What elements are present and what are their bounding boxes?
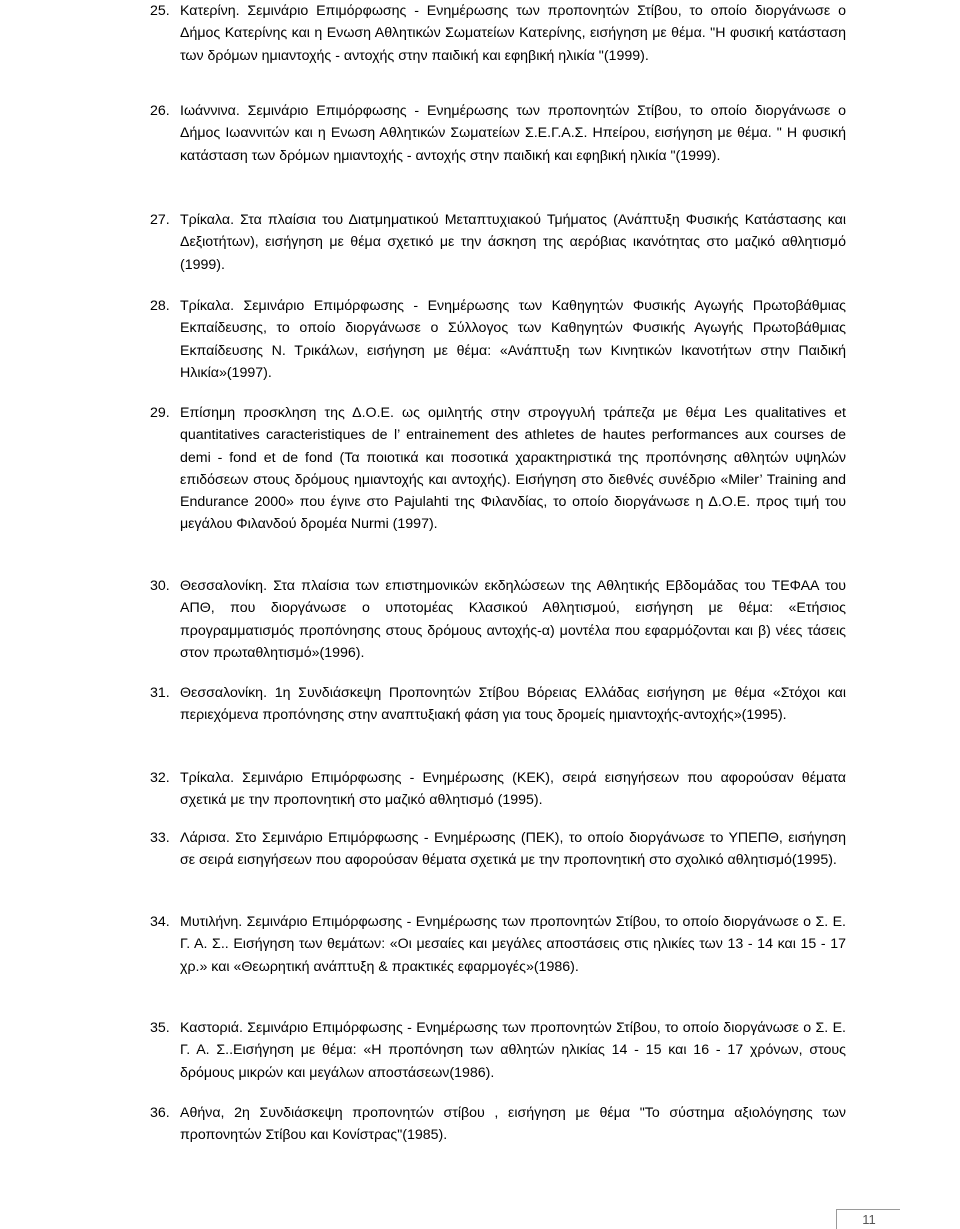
entry-text: Λάρισα. Στο Σεμινάριο Επιμόρφωσης - Ενημέρωσης (ΠΕΚ), το οποίο διοργάνωσε το ΥΠΕΠΘ, εισήγηση σε σειρά εισηγήσεων που αφορούσαν θέματα σχετικά με την προπονητική στο σχολικό αθλητισμό(1995). [180, 830, 846, 869]
entry-text: Κατερίνη. Σεμινάριο Επιμόρφωσης - Ενημέρωσης των προπονητών Στίβου, το οποίο διοργάνωσε ο Δήμος Κατερίνης και η Ενωση Αθλητικών Σωματείων Κατερίνης, εισήγηση με θέμα. "Η φυσική κατάσταση των δρόμων ημιαντοχής - αντοχής στην παιδική και εφηβική ηλικία "(1999). [180, 3, 846, 64]
list-item [150, 100, 846, 167]
list-item [150, 402, 846, 536]
entry-number: 28. [150, 298, 170, 314]
entry-text: Θεσσαλονίκη. Στα πλαίσια των επιστημονικών εκδηλώσεων της Αθλητικής Εβδομάδας του ΤΕΦΑΑ του ΑΠΘ, που διοργάνωσε ο υποτομέας Κλασικού Αθλητισμού, εισήγηση με θέμα: «Ετήσιος προγραμματισμός προπόνησης στους δρόμους αντοχής-α) μοντέλα που εφαρμόζονται και β) νέες τάσεις στον πρωταθλητισμό»(1996). [180, 578, 846, 661]
entry-text: Τρίκαλα. Σεμινάριο Επιμόρφωσης - Ενημέρωσης (ΚΕΚ), σειρά εισηγήσεων που αφορούσαν θέματα σχετικά με την προπονητική στο μαζικό αθλητισμό (1995). [180, 770, 846, 809]
entry-number: 26. [150, 103, 170, 119]
entry-text: Ιωάννινα. Σεμινάριο Επιμόρφωσης - Ενημέρωσης των προπονητών Στίβου, το οποίο διοργάνωσε ο Δήμος Ιωαννιτών και η Ενωση Αθλητικών Σωματείων Σ.Ε.Γ.Α.Σ. Ηπείρου, εισήγηση με θέμα. " Η φυσική κατάσταση των δρόμων ημιαντοχής - αντοχής στην παιδική και εφηβική ηλικία "(1999). [180, 103, 846, 164]
entry-number: 35. [150, 1020, 170, 1036]
list-item [150, 0, 846, 67]
entry-number: 30. [150, 578, 170, 594]
entry-number: 33. [150, 830, 170, 846]
entry-number: 36. [150, 1105, 170, 1121]
list-item [150, 209, 846, 276]
entry-number: 32. [150, 770, 170, 786]
entry-number: 25. [150, 3, 170, 19]
entry-number: 27. [150, 212, 170, 228]
entry-text: Θεσσαλονίκη. 1η Συνδιάσκεψη Προπονητών Στίβου Βόρειας Ελλάδας εισήγηση με θέμα «Στόχοι και περιεχόμενα προπόνησης στην αναπτυξιακή φάση για τους δρομείς ημιαντοχής-αντοχής»(1995). [180, 685, 846, 724]
entry-text: Τρίκαλα. Σεμινάριο Επιμόρφωσης - Ενημέρωσης των Καθηγητών Φυσικής Αγωγής Πρωτοβάθμιας Εκπαίδευσης, το οποίο διοργάνωσε ο Σύλλογος των Καθηγητών Φυσικής Αγωγής Πρωτοβάθμιας Εκπαίδευσης Ν. Τρικάλων, εισήγηση με θέμα: «Ανάπτυξη των Κινητικών Ικανοτήτων στην Παιδική Ηλικία»(1997). [180, 298, 846, 381]
list-item [150, 1017, 846, 1084]
entry-text: Μυτιλήνη. Σεμινάριο Επιμόρφωσης - Ενημέρωσης των προπονητών Στίβου, το οποίο διοργάνωσε ο Σ. Ε. Γ. Α. Σ.. Εισήγηση των θεμάτων: «Οι μεσαίες και μεγάλες αποστάσεις στις ηλικίες των 13 - 14 και 15 - 17 χρ.» και «Θεωρητική ανάπτυξη & πρακτικές εφαρμογές»(1986). [180, 914, 846, 975]
page-number-box [836, 1209, 900, 1229]
entry-text: Αθήνα, 2η Συνδιάσκεψη προπονητών στίβου , εισήγηση με θέμα "Το σύστημα αξιολόγησης των προπονητών Στίβου και Κονίστρας"(1985). [180, 1105, 846, 1144]
list-item [150, 827, 846, 872]
list-item [150, 575, 846, 664]
entry-number: 34. [150, 914, 170, 930]
list-item [150, 911, 846, 978]
list-item [150, 767, 846, 812]
entry-number: 29. [150, 405, 170, 421]
entry-text: Καστοριά. Σεμινάριο Επιμόρφωσης - Ενημέρωσης των προπονητών Στίβου, το οποίο διοργάνωσε ο Σ. Ε. Γ. Α. Σ..Εισήγηση με θέμα: «Η προπόνηση των αθλητών ηλικίας 14 - 15 και 16 - 17 χρόνων, στους δρόμους μικρών και μεγάλων αποστάσεων(1986). [180, 1020, 846, 1081]
page-number: 11 [862, 1212, 876, 1227]
entry-number: 31. [150, 685, 170, 701]
entry-text: Τρίκαλα. Στα πλαίσια του Διατμηματικού Μεταπτυχιακού Τμήματος (Ανάπτυξη Φυσικής Κατάστασης και Δεξιοτήτων), εισήγηση με θέμα σχετικό με την άσκηση της αερόβιας ικανότητας στο μαζικό αθλητισμό (1999). [180, 212, 846, 273]
list-item [150, 1102, 846, 1147]
list-item [150, 682, 846, 727]
entry-text: Επίσημη προσκληση της Δ.Ο.Ε. ως ομιλητής στην στρογγυλή τράπεζα με θέμα Les qualitatives et quantitatives caracteristiques de l’ entrainement des athletes de hautes performances aux courses de demi - fond et de fond (Τα ποιοτικά και ποσοτικά χαρακτηριστικά της προπόνησης αθλητών υψηλών επιδόσεων στους δρόμους ημιαντοχής και αντοχής). Εισήγηση στο διεθνές συνέδριο «Miler’ Training and Endurance 2000» που έγινε στο Pajulahti της Φιλανδίας, το οποίο διοργάνωσε η Δ.Ο.Ε. προς τιμή του μεγάλου Φιλανδού δρομέα Nurmi (1997). [180, 405, 846, 533]
list-item [150, 295, 846, 384]
